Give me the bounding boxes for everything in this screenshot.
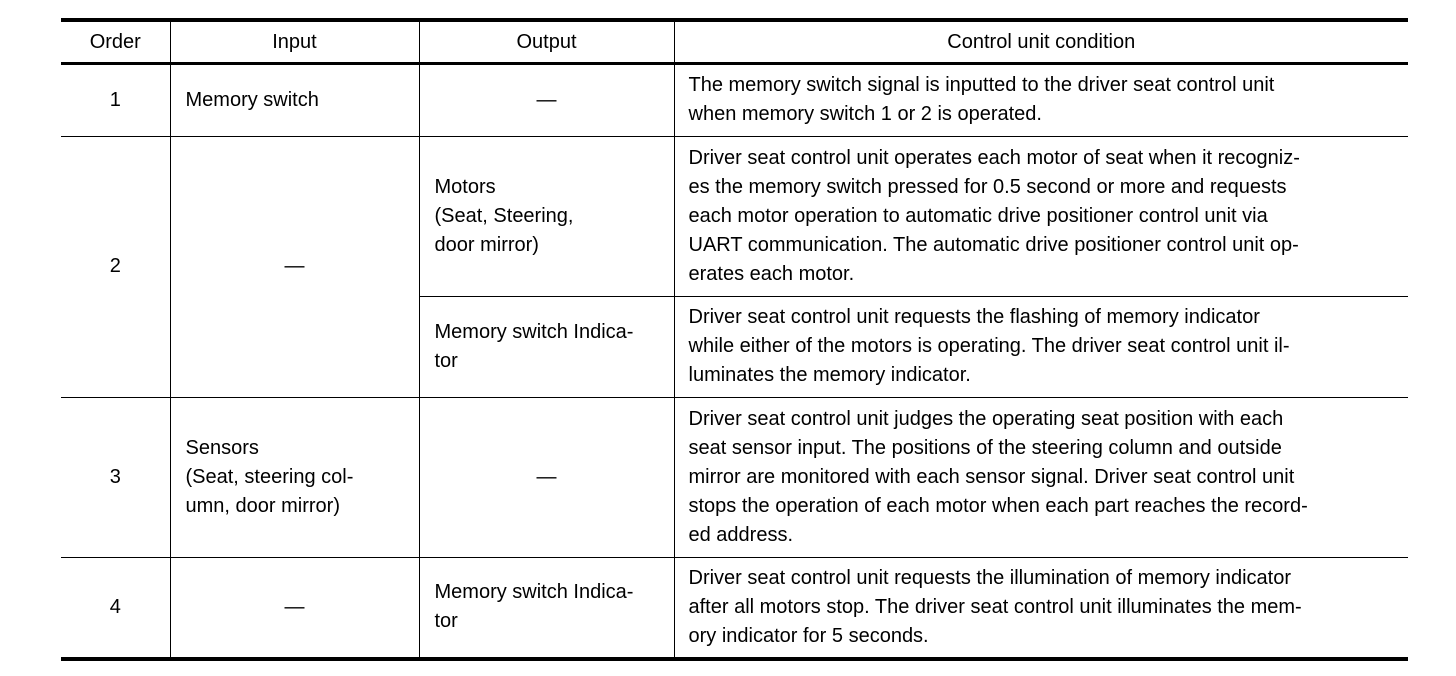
condition-line: Driver seat control unit requests the flashing of memory indicator — [688, 306, 1260, 328]
table-row — [61, 137, 1408, 297]
condition-line: Driver seat control unit judges the operating seat position with each — [688, 407, 1284, 430]
header-input: Input — [170, 20, 419, 64]
order-cell: 4 — [61, 558, 170, 660]
input-line: (Seat, steering col- — [185, 465, 354, 488]
condition-line: UART communication. The automatic drive positioner control unit op- — [688, 233, 1299, 256]
header-order: Order — [61, 20, 170, 64]
output-line: Memory switch Indica- — [434, 581, 634, 603]
input-cell — [170, 398, 419, 558]
output-cell — [419, 297, 674, 398]
condition-line: while either of the motors is operating. The driver seat control unit il- — [688, 335, 1290, 357]
condition-cell — [674, 137, 1408, 297]
condition-line: when memory switch 1 or 2 is operated. — [688, 103, 1042, 125]
output-line: tor — [434, 349, 458, 372]
output-cell — [419, 558, 674, 660]
table-body — [61, 64, 1408, 660]
order-cell: 2 — [61, 137, 170, 398]
input-cell: — — [170, 558, 419, 660]
output-line: door mirror) — [434, 233, 539, 256]
condition-cell — [674, 297, 1408, 398]
input-line: Memory switch — [185, 88, 319, 111]
condition-line: ory indicator for 5 seconds. — [688, 624, 929, 647]
condition-line: es the memory switch pressed for 0.5 second or more and requests — [688, 175, 1287, 198]
output-cell: — — [419, 398, 674, 558]
condition-line: erates each motor. — [688, 262, 855, 285]
order-cell: 1 — [61, 64, 170, 137]
table-header — [61, 20, 1408, 64]
table-row — [61, 398, 1408, 558]
order-cell: 3 — [61, 398, 170, 558]
condition-line: mirror are monitored with each sensor signal. Driver seat control unit — [688, 465, 1295, 488]
condition-cell — [674, 398, 1408, 558]
input-cell — [170, 64, 419, 137]
condition-line: luminates the memory indicator. — [688, 364, 971, 386]
table-row — [61, 558, 1408, 660]
condition-line: ed address. — [688, 523, 794, 546]
condition-line: after all motors stop. The driver seat control unit illuminates the mem- — [688, 595, 1302, 618]
condition-cell — [674, 64, 1408, 137]
input-line: umn, door mirror) — [185, 494, 340, 517]
header-row — [61, 20, 1408, 64]
condition-line: Driver seat control unit requests the illumination of memory indicator — [688, 566, 1291, 589]
output-line: tor — [434, 610, 458, 632]
input-cell: — — [170, 137, 419, 398]
header-condition: Control unit condition — [674, 20, 1408, 64]
condition-line: The memory switch signal is inputted to the driver seat control unit — [688, 74, 1275, 96]
input-line: Sensors — [185, 436, 259, 459]
condition-cell — [674, 558, 1408, 660]
header-output: Output — [419, 20, 674, 64]
table-row — [61, 64, 1408, 137]
control-sequence-table — [61, 18, 1408, 661]
output-cell: — — [419, 64, 674, 137]
output-line: (Seat, Steering, — [434, 204, 574, 227]
condition-line: stops the operation of each motor when each part reaches the record- — [688, 494, 1308, 517]
output-line: Motors — [434, 175, 496, 198]
output-line: Memory switch Indica- — [434, 320, 634, 343]
condition-line: Driver seat control unit operates each motor of seat when it recogniz- — [688, 146, 1300, 169]
condition-line: seat sensor input. The positions of the steering column and outside — [688, 436, 1282, 459]
output-cell — [419, 137, 674, 297]
condition-line: each motor operation to automatic drive positioner control unit via — [688, 204, 1268, 227]
